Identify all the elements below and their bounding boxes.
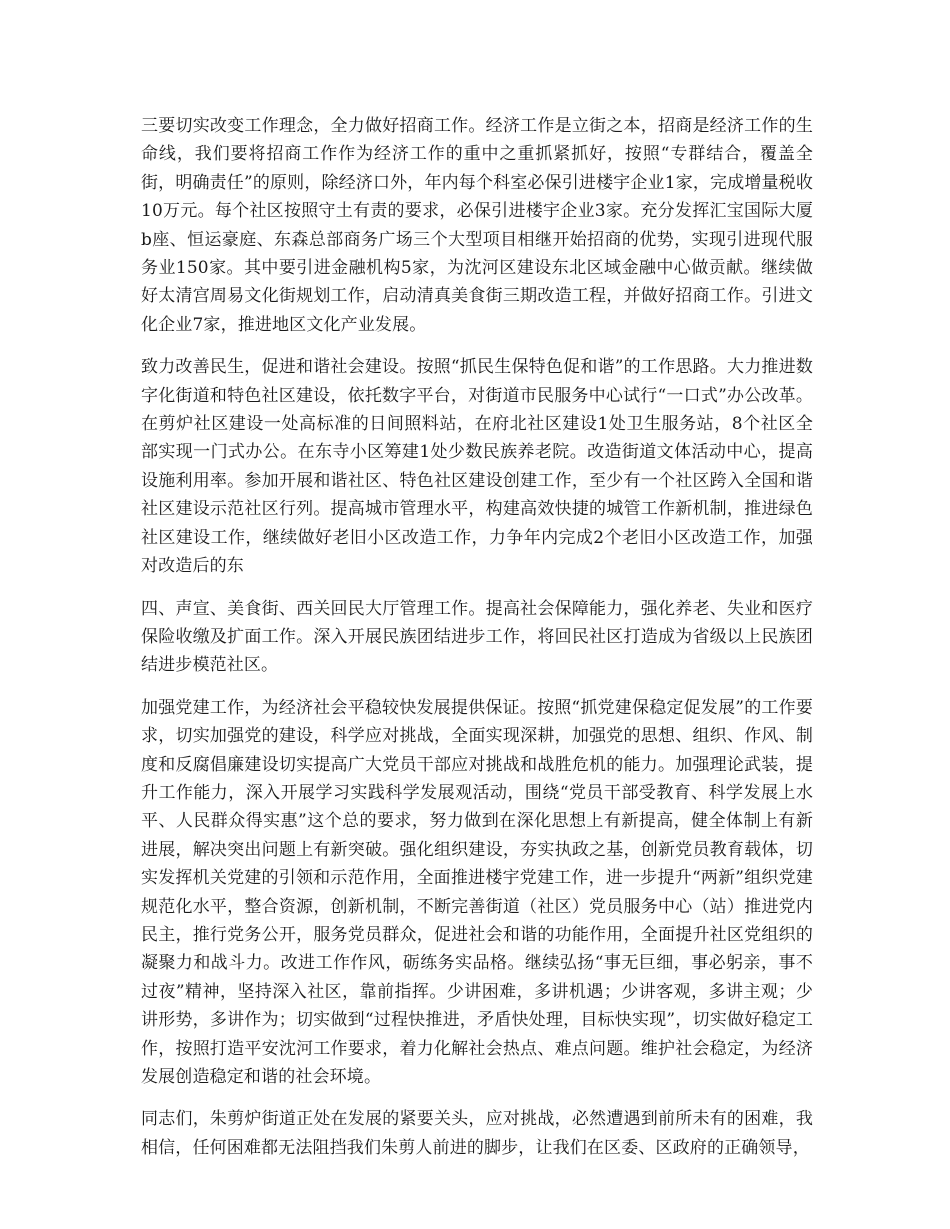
paragraph-party-building: 加强党建工作，为经济社会平稳较快发展提供保证。按照“抓党建保稳定促发展”的工作要求，切实加强党的建设，科学应对挑战，全面实现深耕，加强党的思想、组织、作风、制度和反腐倡廉建设切实提高广大党员干部应对挑战和战胜危机的能力。加强理论武装，提升工作能力，深入开展学习实践科学发展观活动，围绕“党员干部受教育、科学发展上水平、人民群众得实惠”这个总的要求，努力做到在深化思想上有新提高，健全体制上有新进展，解决突出问题上有新突破。强化组织建设，夯实执政之基，创新党员教育载体，切实发挥机关党建的引领和示范作用，全面推进楼宇党建工作，进一步提升“两新”组织党建规范化水平，整合资源，创新机制，不断完善街道（社区）党员服务中心（站）推进党内民主，推行党务公开，服务党员群众，促进社会和谐的功能作用，全面提升社区党组织的凝聚力和战斗力。改进工作作风，砺练务实品格。继续弘扬“事无巨细，事必躬亲，事不过夜”精神，坚持深入社区，靠前指挥。少讲困难，多讲机遇；少讲客观，多讲主观；少讲形势，多讲作为；切实做到“过程快推进，矛盾快处理，目标快实现”，切实做好稳定工作，按照打造平安沈河工作要求，着力化解社会热点、难点问题。维护社会稳定，为经济发展创造稳定和谐的社会环境。 — [141, 697, 813, 1087]
paragraph-livelihood: 致力改善民生，促进和谐社会建设。按照“抓民生保特色促和谐”的工作思路。大力推进数字化街道和特色社区建设，依托数字平台，对街道市民服务中心试行“一口式”办公改革。在剪炉社区建设一处高标准的日间照料站，在府北社区建设1处卫生服务站，8个社区全部实现一门式办公。在东寺小区筹建1处少数民族养老院。改造街道文体活动中心，提高设施利用率。参加开展和谐社区、特色社区建设创建工作，至少有一个社区跨入全国和谐社区建设示范社区行列。提高城市管理水平，构建高效快捷的城管工作新机制，推进绿色社区建设工作，继续做好老旧小区改造工作，力争年内完成2个老旧小区改造工作，加强对改造后的东 — [141, 357, 813, 577]
paragraph-social-security: 四、声宣、美食街、西关回民大厅管理工作。提高社会保障能力，强化养老、失业和医疗保险收缴及扩面工作。深入开展民族团结进步工作，将回民社区打造成为省级以上民族团结进步模范社区。 — [141, 598, 813, 676]
document-body — [141, 112, 813, 1176]
paragraph-investment: 三要切实改变工作理念，全力做好招商工作。经济工作是立街之本，招商是经济工作的生命线，我们要将招商工作作为经济工作的重中之重抓紧抓好，按照“专群结合，覆盖全街，明确责任”的原则，除经济口外，年内每个科室必保引进楼宇企业1家，完成增量税收10万元。每个社区按照守土有责的要求，必保引进楼宇企业3家。充分发挥汇宝国际大厦b座、恒运豪庭、东森总部商务广场三个大型项目相继开始招商的优势，实现引进现代服务业150家。其中要引进金融机构5家，为沈河区建设东北区域金融中心做贡献。继续做好太清宫周易文化街规划工作，启动清真美食街三期改造工程，并做好招商工作。引进文化企业7家，推进地区文化产业发展。 — [141, 116, 813, 335]
paragraph-closing: 同志们，朱剪炉街道正处在发展的紧要关头，应对挑战，必然遭遇到前所未有的困难，我相信，任何困难都无法阻挡我们朱剪人前进的脚步，让我们在区委、区政府的正确领导， — [141, 1109, 813, 1158]
